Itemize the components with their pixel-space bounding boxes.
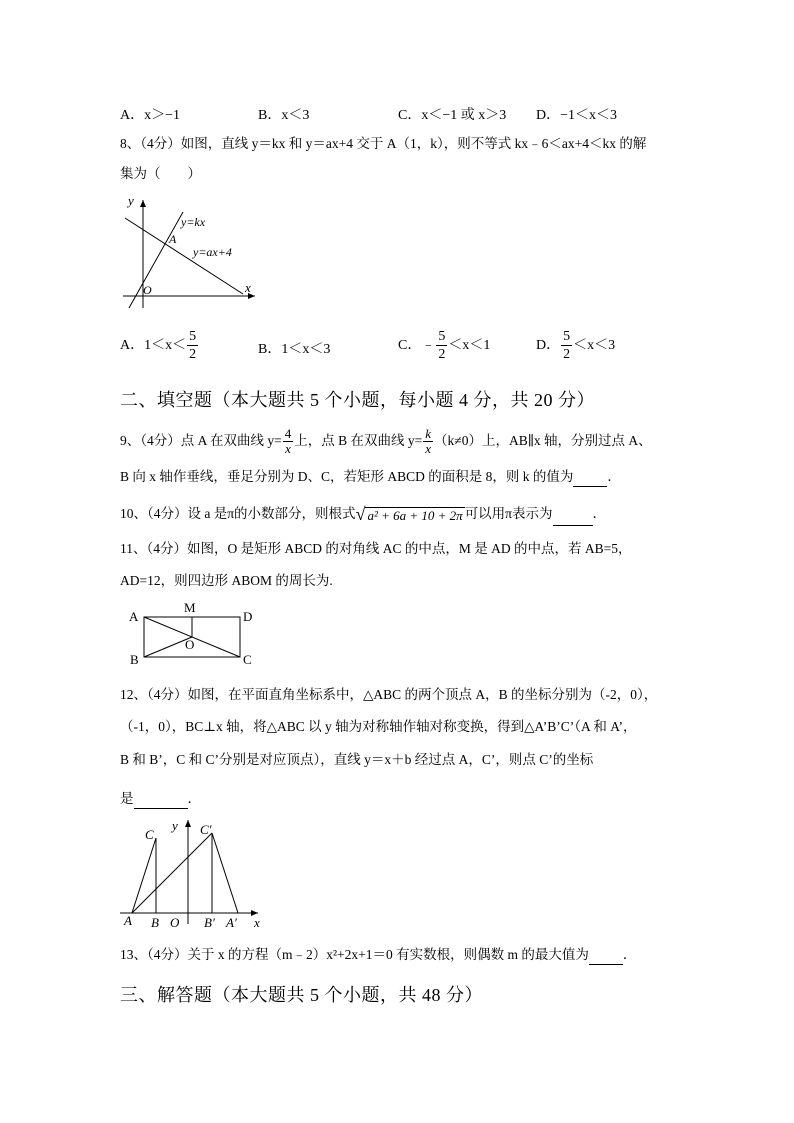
- q12-text-4: 是: [120, 791, 134, 806]
- q11-rectangle-figure: [122, 600, 272, 670]
- answer-blank: [589, 946, 623, 965]
- line-kx-label: y=kx: [181, 215, 206, 229]
- q12-line3: B 和 B’，C 和 C’分别是对应顶点），直线 y＝x＋b 经过点 A，C’，则点 C’的坐标: [120, 752, 594, 767]
- label-a: A: [129, 609, 139, 624]
- frac-num: 5: [189, 329, 197, 345]
- label-b-prime: B′: [204, 915, 215, 930]
- q9-line2: [120, 468, 621, 487]
- q12-line1: 12、（4分）如图，在平面直角坐标系中，△ABC 的两个顶点 A，B 的坐标分别为（-2，0），: [120, 687, 658, 702]
- q8-line1: 8、（4分）如图，直线 y＝kx 和 y＝ax+4 交于 A（1，k），则不等式 kx﹣6＜ax+4＜kx 的解: [120, 136, 647, 151]
- frac-num: 5: [438, 329, 446, 345]
- label-b: B: [151, 915, 159, 930]
- q8-option-a: [120, 328, 199, 364]
- label-o: O: [170, 915, 180, 930]
- q9-end: ．: [607, 469, 621, 484]
- fraction-5-2: [187, 328, 198, 363]
- q12-end: ．: [187, 791, 201, 806]
- line-ax-label: y=ax+4: [193, 245, 232, 259]
- frac-den: x: [285, 441, 291, 457]
- q13-end: ．: [622, 947, 637, 962]
- point-a-label: A: [169, 232, 177, 246]
- section-2-heading: 二、填空题（本大题共 5 个小题，每小题 4 分，共 20 分）: [120, 390, 595, 410]
- label-x: x: [254, 915, 260, 930]
- q10-end: ．: [592, 506, 607, 522]
- q8-option-d-post: ＜x＜3: [573, 338, 616, 353]
- fraction-5-2: [561, 328, 572, 363]
- fraction-4-over-x: [283, 427, 294, 456]
- answer-blank: [573, 468, 607, 487]
- q8-option-d-letter: D．: [536, 338, 561, 353]
- answer-blank: [134, 790, 188, 809]
- label-c: C: [243, 652, 252, 667]
- line-a-c-prime: [132, 833, 212, 913]
- segment-a-prime-c-prime: [212, 833, 238, 913]
- frac-den: 2: [438, 347, 446, 363]
- label-d: D: [243, 609, 253, 624]
- frac-den: 2: [189, 347, 197, 363]
- frac-num: 4: [284, 426, 292, 442]
- q10-text-post: 可以用π表示为: [464, 506, 553, 522]
- q10-line: [120, 503, 606, 527]
- y-axis-arrow-icon: [140, 200, 146, 207]
- q7-option-b: B．x＜3: [258, 108, 310, 123]
- q8-option-c: [398, 328, 490, 364]
- q12-coordinate-figure: [116, 812, 266, 932]
- section-3-heading: 三、解答题（本大题共 5 个小题，共 48 分）: [120, 985, 483, 1005]
- frac-den: 2: [563, 347, 571, 363]
- label-y: y: [172, 818, 178, 833]
- radical: [356, 503, 465, 527]
- q9-text-3: （k≠0）上，AB∥x 轴，分别过点 A、: [434, 433, 652, 448]
- x-axis-label: x: [245, 280, 251, 295]
- frac-num: k: [425, 426, 432, 442]
- origin-label: O: [143, 283, 152, 297]
- label-c-prime: C′: [200, 822, 212, 837]
- q9-text-4: B 向 x 轴作垂线，垂足分别为 D、C，若矩形 ABCD 的面积是 8，则 k 的值为: [120, 469, 574, 484]
- q8-option-a-text: A．1＜x＜: [120, 338, 187, 353]
- frac-den: x: [425, 441, 432, 457]
- q9-line1: [120, 424, 652, 458]
- q12-line4: [120, 790, 201, 809]
- label-b: B: [130, 652, 139, 667]
- q8-option-c-post: ＜x＜1: [448, 338, 491, 353]
- line-y-kx: [129, 212, 183, 308]
- label-o: O: [185, 637, 195, 652]
- label-c: C: [145, 827, 154, 842]
- label-a: A: [124, 913, 132, 928]
- q8-option-c-pre: C．﹣: [398, 338, 436, 353]
- q8-line2: 集为（ ）: [120, 166, 201, 181]
- q8-option-d: [536, 328, 615, 364]
- y-axis-label: y: [128, 193, 134, 208]
- q12-line2: （-1，0），BC⊥x 轴，将△ABC 以 y 轴为对称轴作轴对称变换，得到△A’B’C’（A 和 A’，: [120, 719, 637, 734]
- q8-figure: [115, 190, 265, 310]
- radicand: a² + 6a + 10 + 2π: [367, 508, 463, 523]
- segment-ac: [132, 838, 156, 913]
- q11-line1: 11、（4分）如图，O 是矩形 ABCD 的对角线 AC 的中点，M 是 AD 的中点，若 AB=5，: [120, 541, 632, 556]
- q8-option-b: B．1＜x＜3: [258, 342, 331, 357]
- fraction-5-2: [436, 328, 447, 363]
- q11-line2: AD=12，则四边形 ABOM 的周长为.: [120, 573, 333, 588]
- label-a-prime: A′: [226, 915, 237, 930]
- q7-option-a: A．x＞−1: [120, 108, 181, 123]
- frac-num: 5: [563, 329, 571, 345]
- q13-text: 13、（4分）关于 x 的方程（m﹣2）x²+2x+1＝0 有实数根，则偶数 m 的最大值为: [120, 947, 589, 962]
- y-axis-arrow-icon: [185, 820, 191, 827]
- q13-line: [120, 946, 636, 965]
- label-m: M: [184, 600, 196, 615]
- q10-text-pre: 10、（4分）设 a 是π的小数部分，则根式: [120, 506, 356, 522]
- q9-text-2: 上，点 B 在双曲线 y=: [294, 433, 423, 448]
- q7-option-c: C．x＜−1 或 x＞3: [398, 108, 507, 123]
- q7-option-d: D．−1＜x＜3: [536, 108, 618, 123]
- radical-sign-icon: √: [355, 504, 366, 524]
- fraction-k-over-x: [423, 427, 433, 456]
- answer-blank: [553, 503, 593, 526]
- q9-text-1: 9、（4分）点 A 在双曲线 y=: [120, 433, 282, 448]
